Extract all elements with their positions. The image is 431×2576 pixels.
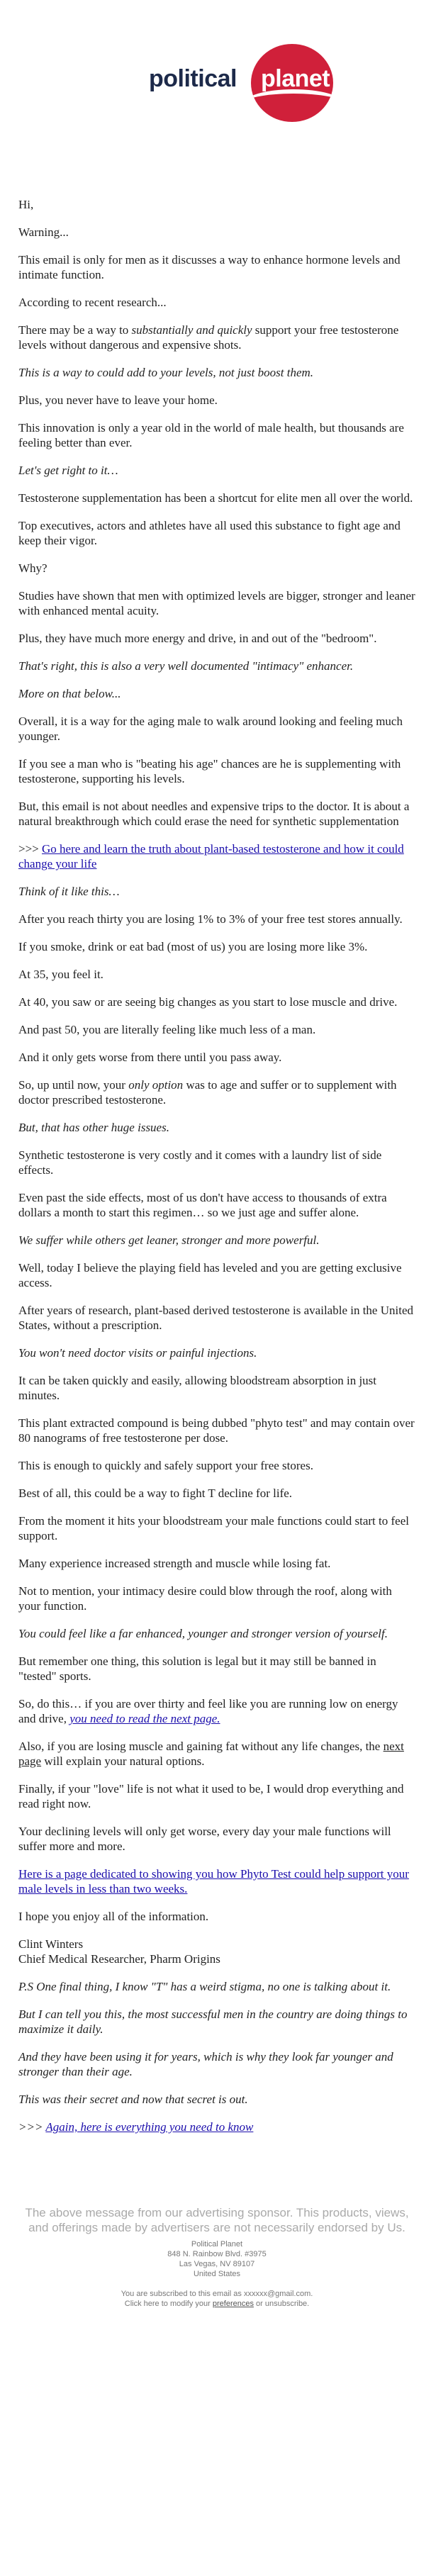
paragraph: This email is only for men as it discusses a way to enhance hormone levels and intimate function. — [18, 253, 401, 281]
logo-word-planet: planet — [261, 65, 330, 92]
paragraph: If you see a man who is "beating his age" chances are he is supplementing with testosterone, supporting his levels. — [18, 757, 401, 785]
paragraph: It can be taken quickly and easily, allowing bloodstream absorption in just minutes. — [18, 1374, 377, 1402]
text: or unsubscribe. — [253, 2300, 310, 2308]
paragraph: Plus, they have much more energy and drive, in and out of the "bedroom". — [18, 632, 377, 645]
paragraph: Finally, if your "love" life is not what it used to be, I would drop everything and read right now. — [18, 1782, 404, 1810]
paragraph — [18, 1696, 415, 1726]
paragraph: Testosterone supplementation has been a shortcut for elite men all over the world. — [18, 491, 413, 505]
paragraph-italic: But I can tell you this, the most successful men in the country are doing things to maximize it daily. — [18, 2007, 408, 2036]
political-planet-logo[interactable] — [149, 44, 333, 122]
signature-title: Chief Medical Researcher, Pharm Origins — [18, 1952, 220, 1966]
paragraph: From the moment it hits your bloodstream your male functions could start to feel support. — [18, 1514, 409, 1542]
paragraph: Even past the side effects, most of us don't have access to thousands of extra dollars a month to start this regimen… so we just age and suffer alone. — [18, 1191, 387, 1219]
paragraph — [18, 323, 415, 352]
paragraph: But remember one thing, this solution is legal but it may still be banned in "tested" sports. — [18, 1654, 376, 1683]
city-address: Las Vegas, NV 89107 — [179, 2260, 255, 2268]
cta-link-everything[interactable]: Again, here is everything you need to know — [45, 2120, 254, 2134]
greeting: Hi, — [18, 198, 34, 211]
text: There may be a way to — [18, 323, 132, 337]
paragraph: Plus, you never have to leave your home. — [18, 393, 218, 407]
paragraph: But, this email is not about needles and expensive trips to the doctor. It is about a natural breakthrough which could erase the need for synthetic supplementation — [18, 800, 410, 828]
text: will explain your natural options. — [41, 1754, 205, 1768]
paragraph: Synthetic testosterone is very costly and it comes with a laundry list of side effects. — [18, 1148, 382, 1177]
advertiser-disclaimer: The above message from our advertising sponsor. This products, views, and offerings made by advertisers are not necessarily endorsed by Us. — [25, 2206, 409, 2234]
paragraph-italic: Let's get right to it… — [18, 464, 118, 477]
text: So, up until now, your — [18, 1078, 129, 1092]
paragraph: And past 50, you are literally feeling like much less of a man. — [18, 1023, 316, 1036]
emphasis: only option — [128, 1078, 184, 1092]
paragraph: This plant extracted compound is being dubbed "phyto test" and may contain over 80 nanograms of free testosterone per dose. — [18, 1416, 415, 1445]
text: Also, if you are losing muscle and gaining fat without any life changes, the — [18, 1740, 384, 1753]
paragraph: Studies have shown that men with optimized levels are bigger, stronger and leaner with enhanced mental acuity. — [18, 589, 415, 617]
warning-line: Warning... — [18, 225, 69, 239]
paragraph: I hope you enjoy all of the information. — [18, 1910, 209, 1923]
postal-address — [18, 2239, 415, 2279]
cta-paragraph — [18, 1866, 415, 1896]
paragraph: This innovation is only a year old in the world of male health, but thousands are feeling better than ever. — [18, 421, 404, 449]
paragraph-italic: That's right, this is also a very well documented "intimacy" enhancer. — [18, 659, 354, 673]
globe-icon — [251, 44, 333, 122]
paragraph: Best of all, this could be a way to fight T decline for life. — [18, 1486, 293, 1500]
paragraph: Your declining levels will only get worse, every day your male functions will suffer more and more. — [18, 1825, 391, 1853]
text: support your free testosterone levels without dangerous and expensive shots. — [18, 323, 399, 352]
cta-arrows: >>> — [18, 2120, 46, 2134]
cta-arrows: >>> — [18, 842, 43, 856]
text: So, do this… if you are over thirty and feel like you are running low on energy and drive, — [18, 1697, 398, 1725]
cta-link-phyto-test[interactable]: Here is a page dedicated to showing you how Phyto Test could help support your male levels in less than two weeks. — [18, 1867, 409, 1895]
preferences-link[interactable]: preferences — [212, 2300, 254, 2308]
swoosh-icon — [251, 89, 333, 118]
email-body — [18, 128, 415, 2134]
cta-link-plant-testosterone[interactable]: Go here and learn the truth about plant-based testosterone and how it could change your life — [18, 842, 404, 870]
cta-paragraph — [18, 2119, 415, 2134]
paragraph: Not to mention, your intimacy desire could blow through the roof, along with your function. — [18, 1584, 392, 1613]
paragraph: Many experience increased strength and muscle while losing fat. — [18, 1557, 331, 1570]
cta-paragraph — [18, 841, 415, 871]
paragraph-italic: You won't need doctor visits or painful injections. — [18, 1346, 257, 1360]
paragraph: According to recent research... — [18, 296, 167, 309]
paragraph: After you reach thirty you are losing 1% to 3% of your free test stores annually. — [18, 912, 403, 926]
paragraph-italic: Think of it like this… — [18, 885, 120, 898]
paragraph: Well, today I believe the playing field has leveled and you are getting exclusive access. — [18, 1261, 402, 1289]
paragraph: At 40, you saw or are seeing big changes as you start to lose muscle and drive. — [18, 995, 398, 1009]
country: United States — [193, 2270, 241, 2278]
paragraph-italic: And they have been using it for years, which is why they look far younger and stronger than their age. — [18, 2050, 393, 2078]
street-address: 848 N. Rainbow Blvd. #3975 — [167, 2250, 267, 2258]
paragraph-italic: More on that below... — [18, 687, 121, 700]
text: was to age and suffer or to supplement with doctor prescribed testosterone. — [18, 1078, 397, 1107]
next-page-link[interactable]: you need to read the next page. — [69, 1712, 220, 1725]
subscription-info — [18, 2289, 415, 2309]
email-container — [16, 0, 415, 2309]
paragraph: Overall, it is a way for the aging male to walk around looking and feeling much younger. — [18, 715, 403, 743]
emphasis: substantially and quickly — [131, 323, 252, 337]
paragraph: And it only gets worse from there until you pass away. — [18, 1051, 282, 1064]
signature-name: Clint Winters — [18, 1937, 84, 1951]
paragraph-italic: But, that has other huge issues. — [18, 1121, 169, 1134]
paragraph-italic: This was their secret and now that secret is out. — [18, 2093, 248, 2106]
company-name: Political Planet — [191, 2240, 243, 2249]
paragraph: Why? — [18, 561, 47, 575]
text: Click here to modify your — [124, 2300, 213, 2308]
paragraph: Top executives, actors and athletes have all used this substance to fight age and keep their vigor. — [18, 519, 401, 547]
paragraph-italic: You could feel like a far enhanced, younger and stronger version of yourself. — [18, 1627, 388, 1640]
paragraph — [18, 1739, 415, 1769]
paragraph: If you smoke, drink or eat bad (most of us) you are losing more like 3%. — [18, 940, 368, 953]
signature — [18, 1937, 415, 1966]
paragraph: This is enough to quickly and safely support your free stores. — [18, 1459, 313, 1472]
footer — [18, 2205, 415, 2309]
paragraph: At 35, you feel it. — [18, 968, 103, 981]
postscript: P.S One final thing, I know "T" has a weird stigma, no one is talking about it. — [18, 1980, 391, 1993]
logo-word-political: political — [149, 65, 237, 92]
paragraph: After years of research, plant-based derived testosterone is available in the United States, without a prescription. — [18, 1304, 413, 1332]
next-page-inline-link[interactable]: next page — [18, 1740, 404, 1768]
subscribed-notice: You are subscribed to this email as xxxxxx@gmail.com. — [121, 2290, 313, 2298]
paragraph — [18, 1077, 415, 1107]
preferences-line — [18, 2299, 415, 2309]
header — [18, 0, 415, 128]
paragraph-italic: This is a way to could add to your levels, not just boost them. — [18, 366, 314, 379]
paragraph-italic: We suffer while others get leaner, stronger and more powerful. — [18, 1233, 320, 1247]
